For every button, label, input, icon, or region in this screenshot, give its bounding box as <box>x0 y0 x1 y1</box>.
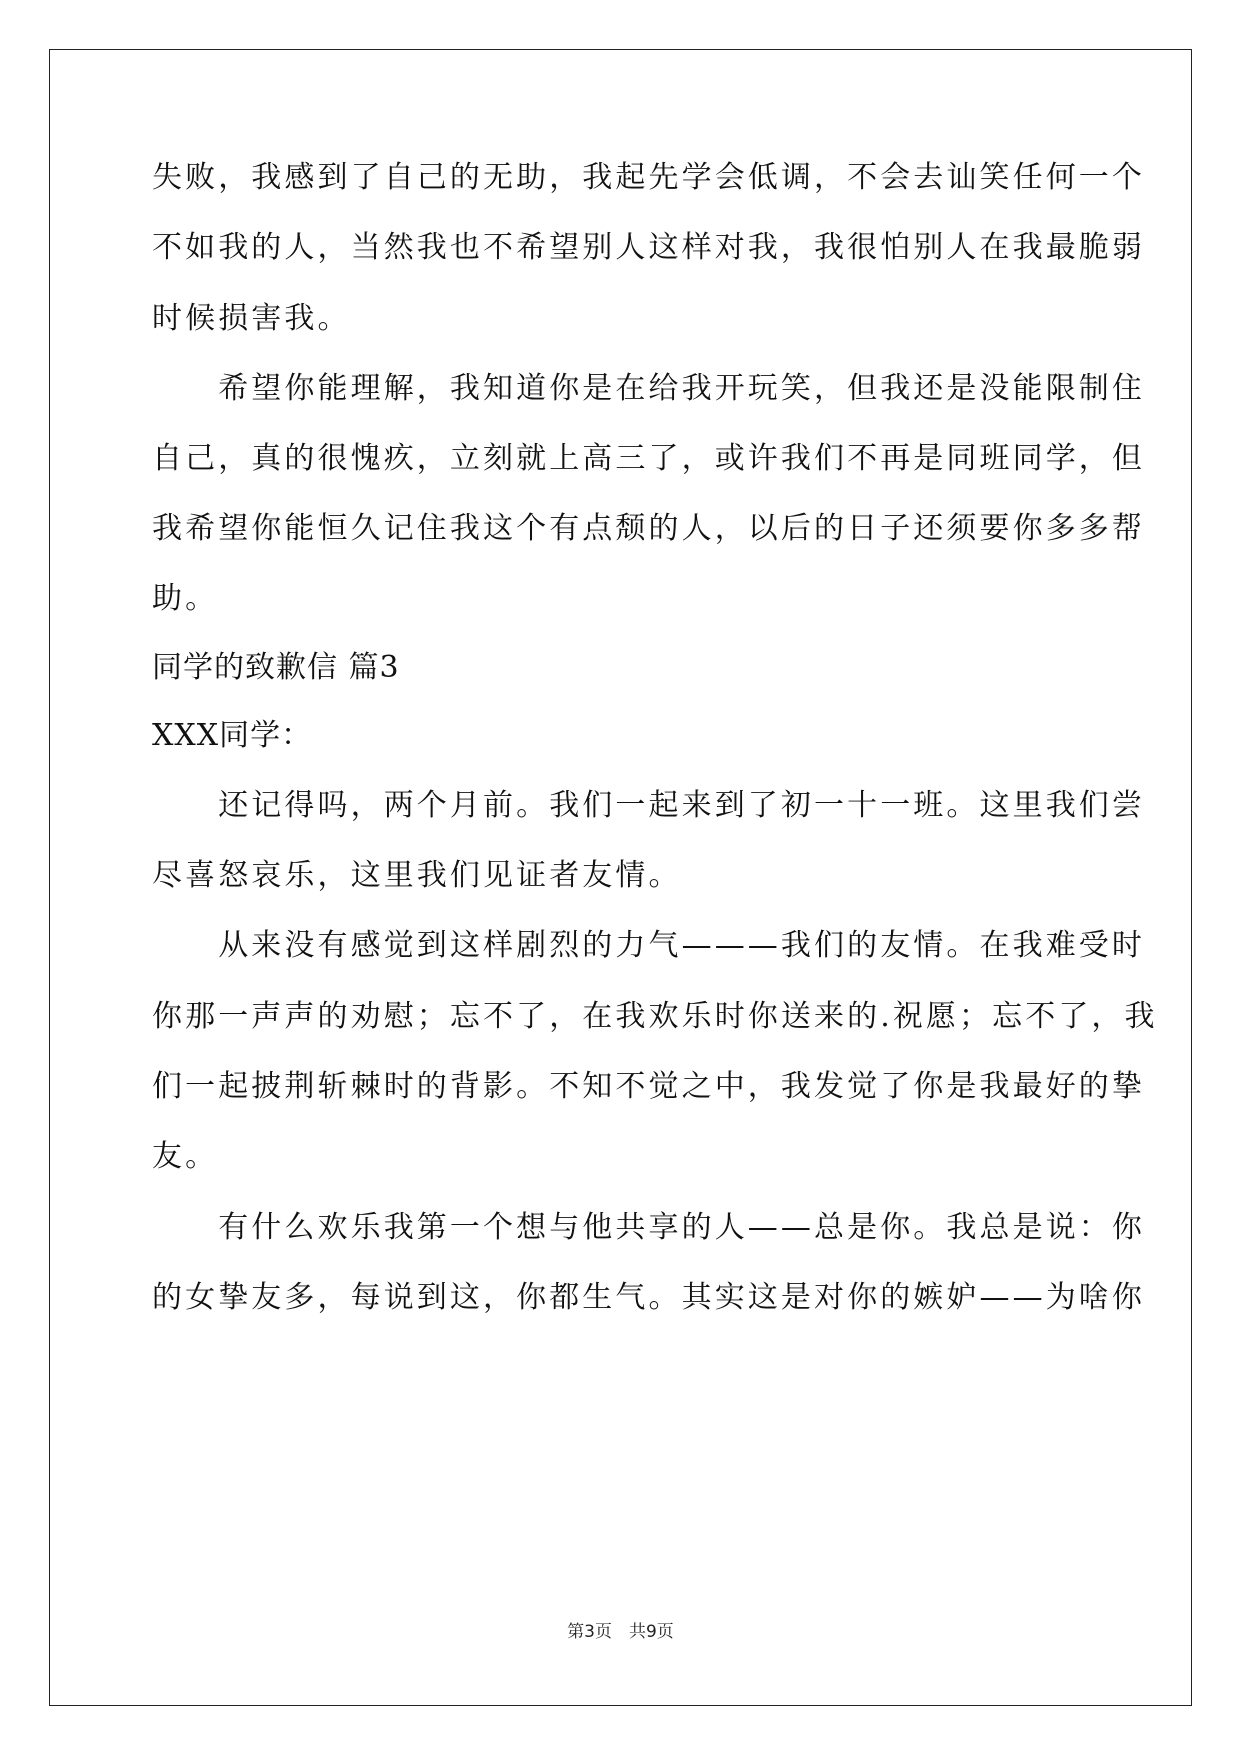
text-line: 时候损害我。 <box>152 301 351 336</box>
text-line: 我希望你能恒久记住我这个有点颓的人，以后的日子还须要你多多帮 <box>152 511 1145 546</box>
text-line: 的女挚友多，每说到这，你都生气。其实这是对你的嫉妒——为啥你 <box>152 1280 1145 1315</box>
section-heading: 同学的致歉信 篇3 <box>152 650 400 685</box>
text-line: 助。 <box>152 581 219 616</box>
text-line: 尽喜怒哀乐，这里我们见证者友情。 <box>152 858 682 893</box>
text-line: 自己，真的很愧疚，立刻就上高三了，或许我们不再是同班同学，但 <box>152 441 1145 476</box>
text-line: 希望你能理解，我知道你是在给我开玩笑，但我还是没能限制住 <box>152 371 1145 406</box>
page-number-footer: 第3页 共9页 <box>567 1622 674 1642</box>
text-line: 从来没有感觉到这样剧烈的力气———我们的友情。在我难受时 <box>152 928 1145 963</box>
salutation: XXX同学： <box>152 718 313 753</box>
text-line: 们一起披荆斩棘时的背影。不知不觉之中，我发觉了你是我最好的挚 <box>152 1069 1145 1104</box>
text-line: 不如我的人，当然我也不希望别人这样对我，我很怕别人在我最脆弱 <box>152 230 1145 265</box>
text-line: 还记得吗，两个月前。我们一起来到了初一十一班。这里我们尝 <box>152 788 1145 823</box>
text-line: 有什么欢乐我第一个想与他共享的人——总是你。我总是说：你 <box>152 1210 1145 1245</box>
text-line: 失败，我感到了自己的无助，我起先学会低调，不会去讪笑任何一个 <box>152 160 1145 195</box>
text-line: 你那一声声的劝慰；忘不了，在我欢乐时你送来的.祝愿；忘不了，我 <box>152 999 1158 1034</box>
text-line: 友。 <box>152 1139 219 1174</box>
